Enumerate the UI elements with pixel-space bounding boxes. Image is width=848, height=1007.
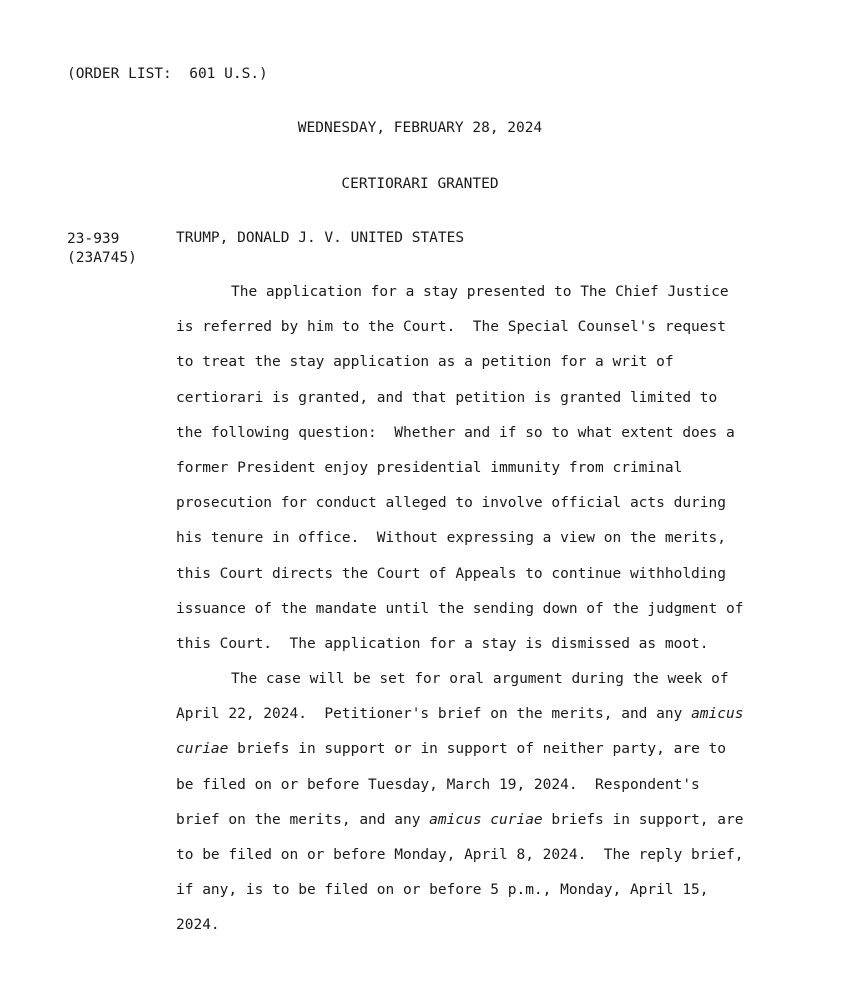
order-list-header: (ORDER LIST: 601 U.S.) xyxy=(67,66,268,82)
text-line: former President enjoy presidential immunity from criminal xyxy=(176,459,683,476)
case-name: TRUMP, DONALD J. V. UNITED STATES xyxy=(176,230,465,246)
section-title: CERTIORARI GRANTED xyxy=(341,176,499,192)
italic-text: amicus curiae xyxy=(429,811,543,828)
case-numbers xyxy=(67,230,137,268)
text-line: prosecution for conduct alleged to involve official acts during xyxy=(176,495,726,512)
text-line: if any, is to be filed on or before 5 p.m., Monday, April 15, xyxy=(176,882,709,899)
application-number: (23A745) xyxy=(67,250,137,266)
text-line: be filed on or before Tuesday, March 19, 2024. Respondent's xyxy=(176,776,700,793)
text-line: April 22, 2024. Petitioner's brief on the merits, and any amicus xyxy=(176,706,744,723)
text-line: brief on the merits, and any amicus curiae briefs in support, are xyxy=(176,811,744,828)
text-line: the following question: Whether and if so to what extent does a xyxy=(176,424,735,441)
docket-number: 23-939 xyxy=(67,231,120,247)
text-line: curiae briefs in support or in support of neither party, are to xyxy=(176,741,726,758)
text-line: The case will be set for oral argument during the week of xyxy=(231,671,729,688)
text-line: this Court directs the Court of Appeals to continue withholding xyxy=(176,565,726,582)
text-line: to treat the stay application as a petition for a writ of xyxy=(176,354,674,371)
text-line: to be filed on or before Monday, April 8, 2024. The reply brief, xyxy=(176,847,744,863)
text-line: The application for a stay presented to The Chief Justice xyxy=(231,284,729,300)
italic-text: curiae xyxy=(176,741,229,758)
italic-text: amicus xyxy=(691,706,744,723)
text-line: is referred by him to the Court. The Special Counsel's request xyxy=(176,319,726,336)
text-line: issuance of the mandate until the sending down of the judgment of xyxy=(176,600,744,617)
order-date: WEDNESDAY, FEBRUARY 28, 2024 xyxy=(297,120,543,136)
text-line: 2024. xyxy=(176,917,220,934)
order-body xyxy=(176,282,776,951)
text-line: certiorari is granted, and that petition is granted limited to xyxy=(176,389,718,406)
text-line: his tenure in office. Without expressing a view on the merits, xyxy=(176,530,726,547)
text-line: this Court. The application for a stay is dismissed as moot. xyxy=(176,635,709,652)
